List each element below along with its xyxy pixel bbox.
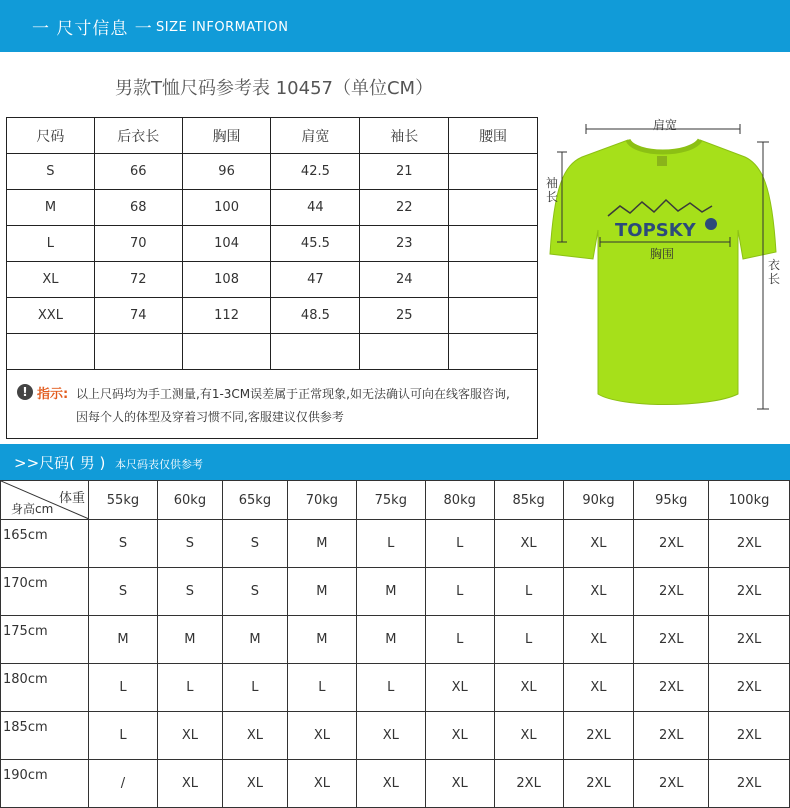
- size-cell: L: [157, 664, 222, 712]
- size-cell: 2XL: [563, 712, 634, 760]
- table-row: [1, 712, 790, 760]
- size-cell: L: [287, 664, 356, 712]
- note-line-1: 以上尺码均为手工测量,有1-3CM误差属于正常现象,如无法确认可向在线客服咨询,: [76, 387, 510, 401]
- size-cell: M: [356, 616, 425, 664]
- size-cell: XL: [356, 712, 425, 760]
- size-cell: L: [425, 520, 494, 568]
- table-row: [1, 568, 790, 616]
- size-cell: 2XL: [634, 664, 709, 712]
- size-cell: XL: [287, 760, 356, 808]
- size-cell: L: [89, 664, 158, 712]
- size-cell: XL: [425, 712, 494, 760]
- table-cell: 45.5: [271, 226, 360, 262]
- weight-header-cell: 70kg: [287, 481, 356, 520]
- size-cell: L: [425, 616, 494, 664]
- table-cell: 23: [360, 226, 449, 262]
- height-cell: 185cm: [1, 712, 89, 760]
- table-cell: 96: [182, 154, 271, 190]
- size-cell: S: [157, 520, 222, 568]
- size-table: [6, 117, 538, 370]
- table-cell: 68: [94, 190, 182, 226]
- size-chart-subtitle: 男款T恤尺码参考表 10457（单位CM）: [115, 78, 434, 99]
- size-cell: 2XL: [709, 712, 790, 760]
- size-cell: /: [89, 760, 158, 808]
- table-cell: XXL: [7, 298, 95, 334]
- table-cell: [449, 334, 538, 370]
- size-cell: 2XL: [634, 616, 709, 664]
- size-cell: M: [89, 616, 158, 664]
- size-cell: M: [222, 616, 287, 664]
- measurement-note: [6, 369, 538, 439]
- table-row: [1, 520, 790, 568]
- table-cell: [7, 334, 95, 370]
- size-cell: XL: [356, 760, 425, 808]
- note-line-2: 因每个人的体型及穿着习惯不同,客服建议仅供参考: [76, 410, 344, 424]
- exclamation-icon: !: [17, 384, 33, 400]
- sleeve-length-label: 袖长: [546, 176, 559, 204]
- size-info-banner: [0, 0, 790, 52]
- height-cell: 180cm: [1, 664, 89, 712]
- size-cell: 2XL: [634, 568, 709, 616]
- table-cell: 74: [94, 298, 182, 334]
- size-cell: M: [287, 568, 356, 616]
- table-cell: 22: [360, 190, 449, 226]
- size-cell: XL: [563, 616, 634, 664]
- size-cell: L: [89, 712, 158, 760]
- weight-header-cell: 85kg: [494, 481, 563, 520]
- section-title: >>尺码( 男 ): [14, 454, 106, 472]
- size-cell: L: [222, 664, 287, 712]
- table-cell: [182, 334, 271, 370]
- height-cell: 190cm: [1, 760, 89, 808]
- weight-header-cell: 100kg: [709, 481, 790, 520]
- weight-header-cell: 90kg: [563, 481, 634, 520]
- size-cell: 2XL: [634, 520, 709, 568]
- size-cell: XL: [287, 712, 356, 760]
- table-cell: 100: [182, 190, 271, 226]
- table-cell: 24: [360, 262, 449, 298]
- size-cell: S: [222, 520, 287, 568]
- size-cell: M: [157, 616, 222, 664]
- banner-en-title: SIZE INFORMATION: [156, 20, 289, 35]
- height-cell: 175cm: [1, 616, 89, 664]
- size-cell: XL: [494, 520, 563, 568]
- size-cell: M: [356, 568, 425, 616]
- table-row: [7, 334, 538, 370]
- table-row: [1, 664, 790, 712]
- table-cell: 25: [360, 298, 449, 334]
- header-cell: 后衣长: [94, 118, 182, 154]
- table-cell: [449, 154, 538, 190]
- weight-header-row: [1, 481, 790, 520]
- tshirt-diagram: [540, 112, 790, 417]
- table-cell: 48.5: [271, 298, 360, 334]
- size-cell: L: [356, 520, 425, 568]
- table-cell: 42.5: [271, 154, 360, 190]
- table-cell: 72: [94, 262, 182, 298]
- brand-text: TOPSKY: [615, 220, 696, 241]
- size-cell: L: [425, 568, 494, 616]
- size-cell: 2XL: [709, 568, 790, 616]
- height-cell: 170cm: [1, 568, 89, 616]
- size-cell: XL: [425, 664, 494, 712]
- weight-header-cell: 55kg: [89, 481, 158, 520]
- size-cell: XL: [157, 760, 222, 808]
- table-row: [7, 190, 538, 226]
- table-cell: L: [7, 226, 95, 262]
- banner-cn-title: 一 尺寸信息 一: [32, 19, 153, 39]
- header-cell: 腰围: [449, 118, 538, 154]
- header-cell: 袖长: [360, 118, 449, 154]
- size-cell: 2XL: [634, 760, 709, 808]
- size-recommendation-bar: [0, 444, 790, 480]
- size-cell: L: [494, 616, 563, 664]
- table-cell: 104: [182, 226, 271, 262]
- table-cell: 47: [271, 262, 360, 298]
- size-cell: XL: [157, 712, 222, 760]
- table-row: [7, 154, 538, 190]
- table-row: [1, 760, 790, 808]
- table-row: [7, 226, 538, 262]
- weight-header-cell: 80kg: [425, 481, 494, 520]
- size-cell: XL: [563, 664, 634, 712]
- weight-header-cell: 75kg: [356, 481, 425, 520]
- size-cell: L: [356, 664, 425, 712]
- size-cell: 2XL: [709, 616, 790, 664]
- table-cell: [449, 226, 538, 262]
- size-cell: S: [157, 568, 222, 616]
- header-cell: 肩宽: [271, 118, 360, 154]
- weight-header-cell: 65kg: [222, 481, 287, 520]
- size-cell: L: [494, 568, 563, 616]
- size-cell: XL: [222, 760, 287, 808]
- tshirt-image: [540, 112, 790, 417]
- table-cell: 21: [360, 154, 449, 190]
- table-cell: S: [7, 154, 95, 190]
- corner-cell: [1, 481, 89, 520]
- table-cell: [360, 334, 449, 370]
- table-cell: 70: [94, 226, 182, 262]
- shoulder-width-label: 肩宽: [653, 118, 678, 132]
- size-cell: S: [89, 568, 158, 616]
- header-cell: 胸围: [182, 118, 271, 154]
- size-cell: S: [89, 520, 158, 568]
- size-cell: 2XL: [709, 760, 790, 808]
- weight-header-cell: 95kg: [634, 481, 709, 520]
- chest-label: 胸围: [650, 247, 675, 261]
- size-cell: M: [287, 520, 356, 568]
- corner-weight-label: 体重: [58, 491, 85, 506]
- table-cell: [449, 262, 538, 298]
- size-cell: 2XL: [494, 760, 563, 808]
- table-cell: 44: [271, 190, 360, 226]
- table-cell: [449, 298, 538, 334]
- height-cell: 165cm: [1, 520, 89, 568]
- table-cell: [449, 190, 538, 226]
- size-cell: 2XL: [709, 520, 790, 568]
- section-subtitle: 本尺码表仅供参考: [115, 458, 203, 471]
- size-cell: 2XL: [563, 760, 634, 808]
- size-cell: XL: [425, 760, 494, 808]
- corner-height-label: 身高cm: [11, 502, 54, 516]
- size-cell: 2XL: [634, 712, 709, 760]
- size-cell: XL: [563, 568, 634, 616]
- header-cell: 尺码: [7, 118, 95, 154]
- table-cell: [271, 334, 360, 370]
- table-cell: XL: [7, 262, 95, 298]
- table-row: [1, 616, 790, 664]
- size-cell: XL: [494, 712, 563, 760]
- body-length-label: 衣长: [768, 258, 781, 286]
- table-cell: M: [7, 190, 95, 226]
- table-row: [7, 298, 538, 334]
- table-cell: 66: [94, 154, 182, 190]
- table-row: [7, 262, 538, 298]
- size-table-header: [7, 118, 538, 154]
- size-cell: XL: [494, 664, 563, 712]
- size-cell: 2XL: [709, 664, 790, 712]
- table-cell: 108: [182, 262, 271, 298]
- weight-header-cell: 60kg: [157, 481, 222, 520]
- size-cell: XL: [563, 520, 634, 568]
- table-cell: 112: [182, 298, 271, 334]
- size-cell: M: [287, 616, 356, 664]
- size-cell: S: [222, 568, 287, 616]
- table-cell: [94, 334, 182, 370]
- size-cell: XL: [222, 712, 287, 760]
- note-label: 指示:: [37, 387, 69, 402]
- weight-height-table: [0, 480, 790, 808]
